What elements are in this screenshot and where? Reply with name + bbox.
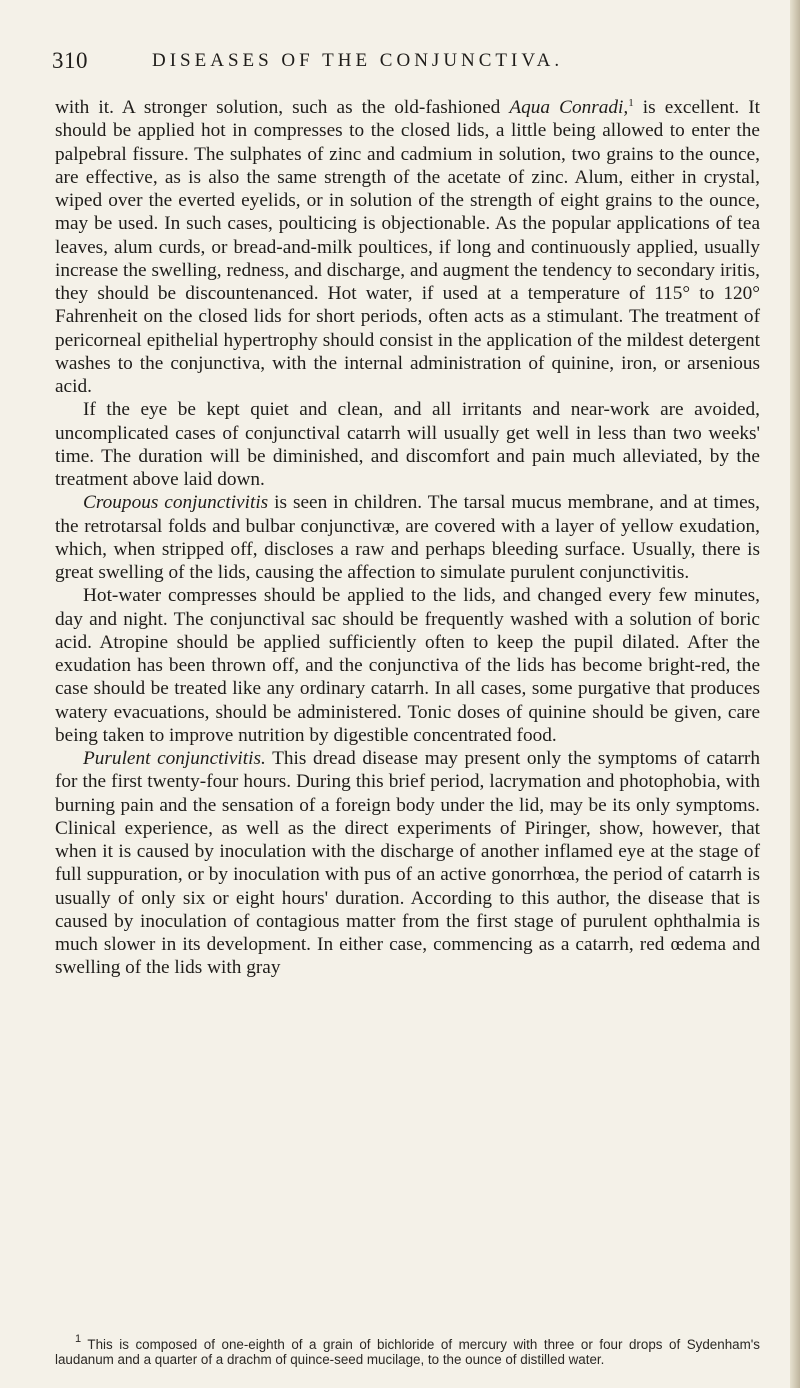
croupous-heading: Croupous conjunctivitis	[83, 492, 269, 514]
paragraph-purulent	[55, 747, 760, 980]
aqua-conradi-term: Aqua Conradi,	[509, 97, 629, 118]
footnote-reference: 1	[628, 97, 634, 109]
paragraph-text: Hot-water compresses should be applied to the lids, and changed every few minutes, day and night. The conjunctival sac should be frequently washed with a solution of boric acid. Atropine should be applied sufficiently often to keep the pupil dilated. After the exudation has been thrown off, and the conjunctiva of the lids has become bright-red, the case should be treated like any ordinary catarrh. In all cases, some purgative that produces watery evacuations, should be administered. Tonic doses of quinine should be given, care being taken to improve nutrition by digestible concentrated food.	[55, 585, 760, 746]
paragraph-text: with it. A stronger solution, such as the old-fashioned	[55, 97, 510, 118]
footnote-paragraph	[55, 1333, 760, 1367]
paragraph-hot-water	[55, 584, 760, 747]
footnote-text: This is composed of one-eighth of a grain of bichloride of mercury with three or four drops of Sydenham's laudanum and a quarter of a drachm of quince-seed mucilage, to the ounce of distilled water.	[55, 1337, 760, 1367]
paragraph-text: This dread disease may present only the symptoms of catarrh for the first twenty-four hours. During this brief period, lacrymation and photophobia, with burning pain and the sensation of a foreign body under the lid, may be its only symptoms. Clinical experience, as well as the direct experiments of Piringer, show, however, that when it is caused by inoculation with the discharge of another inflamed eye at the stage of full suppuration, or by inoculation with pus of an active gonorrhœa, the period of catarrh is usually of only six or eight hours' duration. According to this author, the disease that is caused by inoculation of contagious matter from the first stage of purulent ophthalmia is much slower in its development. In either case, commencing as a catarrh, red œdema and swelling of the lids with gray	[55, 748, 760, 979]
paragraph-croupous	[55, 491, 760, 584]
page-header	[52, 48, 758, 80]
paragraph-continued	[55, 96, 760, 398]
paragraph-catarrh-duration	[55, 398, 760, 491]
footnote-marker: 1	[75, 1333, 82, 1345]
paragraph-text: is seen in children. The tarsal mucus membrane, and at times, the retrotarsal folds and bulbar conjunctivæ, are covered with a layer of yellow exudation, which, when stripped off, discloses a raw and perhaps bleeding surface. Usually, there is great swelling of the lids, causing the affection to simulate purulent conjunctivitis.	[55, 492, 760, 583]
page-number: 310	[52, 48, 88, 73]
footnote	[55, 1333, 760, 1367]
body-text	[55, 96, 760, 980]
paragraph-text: is excellent. It should be applied hot in compresses to the closed lids, a little being allowed to enter the palpebral fissure. The sulphates of zinc and cadmium in solution, two grains to the ounce, are effective, as is also the same strength of the acetate of zinc. Alum, either in crystal, wiped over the everted eyelids, or in solution of the strength of eight grains to the ounce, may be used. In such cases, poulticing is objectionable. As the popular applications of tea leaves, alum curds, or bread-and-milk poultices, if long and continuously applied, usually increase the swelling, redness, and discharge, and augment the tendency to secondary iritis, they should be discountenanced. Hot water, if used at a temperature of 115° to 120° Fahrenheit on the closed lids for short periods, often acts as a stimulant. The treatment of pericorneal epithelial hypertrophy should consist in the application of the mildest detergent washes to the conjunctiva, with the internal administration of quinine, iron, or arsenious acid.	[55, 97, 760, 397]
paragraph-text: If the eye be kept quiet and clean, and all irritants and near-work are avoided, uncomplicated cases of conjunctival catarrh will usually get well in less than two weeks' time. The duration will be diminished, and discomfort and pain much alleviated, by the treatment above laid down.	[55, 399, 760, 490]
page-edge-shadow	[790, 0, 800, 1388]
purulent-heading: Purulent conjunctivitis.	[83, 748, 266, 769]
running-head: DISEASES OF THE CONJUNCTIVA.	[152, 50, 564, 71]
